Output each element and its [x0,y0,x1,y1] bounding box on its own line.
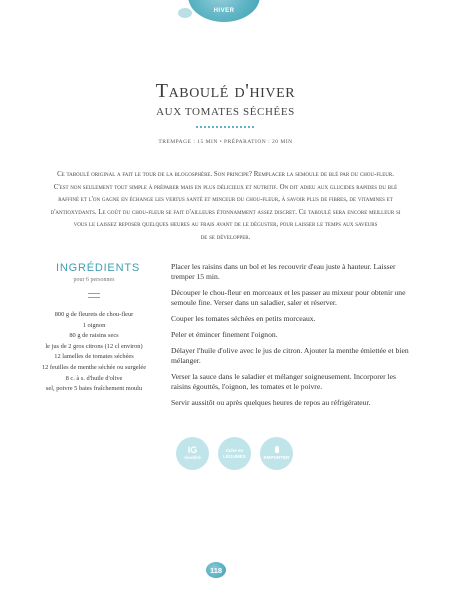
step-item: Délayer l'huile d'olive avec le jus de citron. Ajouter la menthe émiettée et bien mélanger. [171,346,409,365]
ingredient-item: sel, poivre 5 baies fraîchement moulu [45,385,143,393]
step-item: Placer les raisins dans un bol et les recouvrir d'eau juste à hauteur. Laisser tremper 15 min. [171,262,396,281]
recipe-subtitle: AUX TOMATES SÉCHÉES [156,106,295,118]
recipe-intro [26,169,425,245]
ingredients-list [40,311,148,396]
takeaway-badge-label: EMPORTER [263,455,290,461]
step-item: Verser la sauce dans le saladier et mélanger soigneusement. Incorporer les raisins égouttés, l'oignon, les tomates et le poivre. [171,372,396,391]
recipe-title: Taboulé d'hiver [155,80,296,102]
ingredients-heading: INGRÉDIENTS [56,262,140,274]
ingredient-item: 8 c. à s. d'huile d'olive [65,374,123,382]
ingredient-item: 800 g de fleurets de chou-fleur [54,311,134,318]
ig-badge-label: IG [187,445,198,456]
intro-line: raffiné et l'on gagne en échange les vertus santé et minceur du chou-fleur, à savoir plus de fibres, de vitamines et [58,196,393,204]
title-divider [196,126,254,128]
ingredient-item: 12 feuilles de menthe séchée ou surgelée [41,363,147,371]
glycemic-index-badge [176,437,209,470]
intro-line: vous le laissez reposer quelques heures au frais avant de le déguster, pour laisser le temps aux saveurs [73,221,378,229]
takeaway-badge [260,437,293,470]
ingredient-item: 1 oignon [82,321,106,329]
step-item: Couper les tomates séchées en petits morceaux. [171,314,316,323]
bottle-icon [275,446,279,453]
veg-badge-line2: LÉGUMES [223,453,246,459]
intro-line: de se développer. [200,233,251,241]
intro-line: d'antioxydants. Le goût du chou-fleur se fait d'ailleurs étonnamment assez discret. Ce taboulé sera encore meilleur si [50,208,401,216]
step-item: Découper le chou-fleur en morceaux et les passer au mixeur pour obtenir une semoule fine. Verser dans un saladier, saler et réserver. [171,288,406,307]
watercolor-splash [178,8,192,18]
step-item: Servir aussitôt ou après quelques heures de repos au réfrigérateur. [171,398,371,407]
season-badge [188,0,260,22]
season-label: HIVER [213,8,235,14]
veg-badge-line1: riche en [225,448,244,454]
intro-line: Ce taboulé original a fait le tour de la blogosphère. Son principe? Remplacer la semoule de blé par du chou-fleur. [57,171,394,178]
ingredient-item: 12 lamelles de tomates séchées [54,353,134,361]
steps-list [171,262,411,414]
ingredients-servings: pour 6 personnes [73,277,115,283]
ingredients-divider [88,293,100,298]
step-item: Peler et émincer finement l'oignon. [171,330,278,339]
vegetables-badge [218,437,251,470]
ingredient-item: 80 g de raisins secs [69,332,119,340]
page-number: 118 [206,562,226,578]
intro-line: C'est non seulement tout simple à préparer mais en plus délicieux et nutritif. On dit adieu aux glucides rapides du blé [53,183,398,191]
ig-badge-sublabel: modéré [184,455,201,461]
recipe-timing: TREMPAGE : 15 MIN • PRÉPARATION : 20 MIN [158,139,293,145]
ingredient-item: le jus de 2 gros citrons (12 cl environ) [45,342,143,350]
